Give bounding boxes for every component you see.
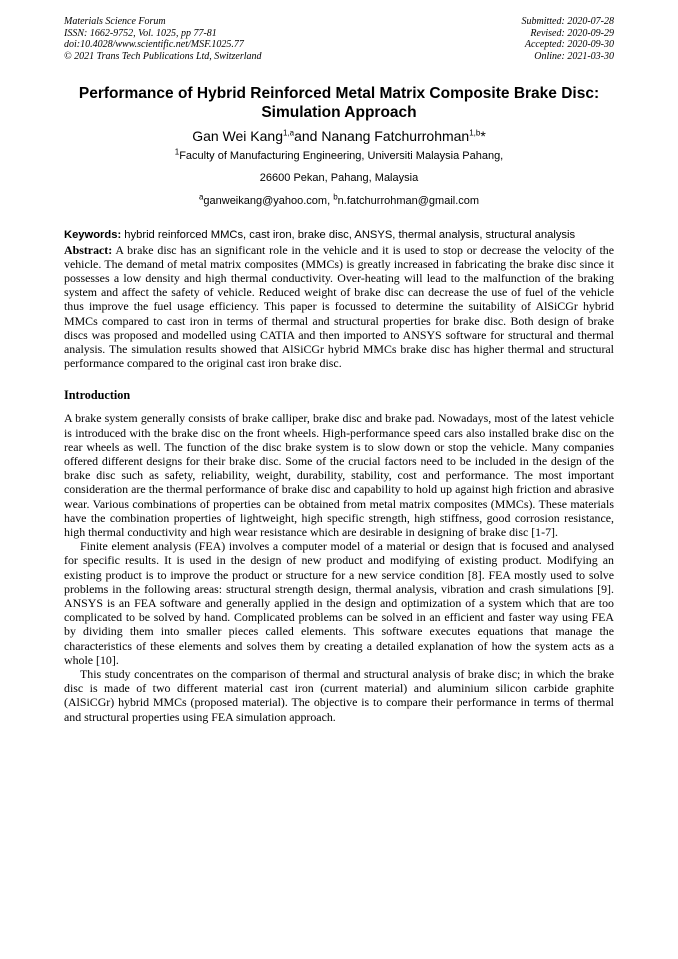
intro-paragraph-1: A brake system generally consists of brake calliper, brake disc and brake pad. Nowadays, most of the latest vehicle is introduced with the brake disc on the front wheels. High-performance speed cars also installed brake disc on the rear wheels as well. The function of the disc brake system is to slow down or stop the vehicle. Many companies offered different designs for their brake disc. Some of the crucial factors need to be included in the design of the brake disc such as safety, reliability, weight, durability, stability, cost and performance. The most important consideration are the thermal performance of brake disc and capability to hold up against high friction and abrasive wear. Various combinations of properties can be obtained from metal matrix composites (MMCs). These materials have the combination properties of lightweight, high specific strength, high stiffness, good corrosion resistance, high thermal conductivity and high wear resistance which are desirable in designing of brake disc [1-7]. — [64, 411, 614, 539]
title-line-1: Performance of Hybrid Reinforced Metal Matrix Composite Brake Disc: — [78, 85, 600, 102]
author-2-affiliation: 1,b — [469, 128, 481, 138]
author-list — [64, 127, 614, 145]
journal-info — [64, 16, 262, 62]
journal-header — [64, 16, 614, 62]
email-b: n.fatchurrohman@gmail.com — [337, 195, 480, 207]
affiliation-number: 1 — [174, 147, 180, 157]
submission-dates — [522, 16, 615, 62]
abstract-label: Abstract: — [64, 242, 113, 257]
email-a: ganweikang@yahoo.com, — [203, 195, 334, 207]
abstract-text: A brake disc has an significant role in the vehicle and it is used to stop or decrease the velocity of the vehicle. The demand of metal matrix composites (MMCs) is greatly increased in fabricating the brake disc since it possesses a low density and high thermal conductivity. Over-heating will lead to the malfunction of the braking system and affect the safety of vehicle. Reduced weight of brake disc can decrease the use of fuel of the vehicle thus improve the fuel usage efficiency. This paper is focussed to determine the suitability of AlSiCGr hybrid MMCs compared to cast iron in terms of thermal and structural properties for brake disc. Both design of brake discs was proposed and modelled using CATIA and then imported to ANSYS software for structural and thermal analysis. The simulation results showed that AlSiCGr hybrid MMCs brake disc has higher thermal and structural performance compared to the original cast iron brake disc. — [64, 242, 614, 371]
journal-name: Materials Science Forum — [64, 16, 166, 27]
paper-page — [64, 16, 614, 724]
section-heading-introduction: Introduction — [64, 388, 131, 403]
email-a-mark: a — [198, 192, 204, 202]
paper-title — [64, 84, 614, 122]
title-line-2: Simulation Approach — [261, 104, 417, 121]
journal-issn: ISSN: 1662-9752, Vol. 1025, pp 77-81 — [64, 27, 217, 39]
affiliation-line-1 — [64, 147, 614, 163]
date-revised: Revised: 2020-09-29 — [530, 27, 614, 39]
journal-doi: doi:10.4028/www.scientific.net/MSF.1025.77 — [64, 39, 244, 50]
date-online: Online: 2021-03-30 — [534, 50, 614, 62]
author-1: Gan Wei Kang — [192, 128, 283, 144]
keywords-text: hybrid reinforced MMCs, cast iron, brake disc, ANSYS, thermal analysis, structural analysis — [121, 229, 576, 241]
intro-paragraph-3: This study concentrates on the comparison of thermal and structural analysis of brake disc; in which the brake disc is made of two different material cast iron (current material) and aluminium silicon carbide graphite (AlSiCGr) hybrid MMCs (proposed material). The objective is to compare their performance in terms of thermal and structural properties using FEA simulation approach. — [64, 666, 614, 724]
keywords-label: Keywords: — [64, 229, 122, 241]
affiliation-faculty: Faculty of Manufacturing Engineering, Universiti Malaysia Pahang, — [179, 150, 504, 162]
author-1-affiliation: 1,a — [282, 128, 295, 138]
intro-paragraph-2: Finite element analysis (FEA) involves a computer model of a material or design that is focused and analysed for specific results. It is used in the design of new product and modifying of existing product. Modifying an existing product is to improve the product or structure for a new service condition [8]. FEA mostly used to solve problems in the following areas: structural strength design, thermal analysis, vibration and crash simulations [9]. ANSYS is an FEA software and generally applied in the design and optimization of a system which that are too complicated to be solved by hand. Complicated problems can be solved in an efficient and faster way using FEA by dividing them into smaller pieces called elements. This software executes equations that manage the characteristics of these elements and solves them by creating a detailed explanation of how the system acts as a whole [10]. — [64, 539, 614, 667]
journal-copyright: © 2021 Trans Tech Publications Ltd, Switzerland — [64, 50, 262, 62]
corresponding-mark: * — [480, 128, 486, 144]
keywords — [64, 229, 614, 243]
email-b-mark: b — [333, 192, 338, 202]
author-2: and Nanang Fatchurrohman — [294, 128, 470, 144]
date-accepted: Accepted: 2020-09-30 — [524, 39, 614, 50]
author-emails — [64, 192, 614, 208]
affiliation-address: 26600 Pekan, Pahang, Malaysia — [259, 172, 419, 184]
abstract — [64, 243, 614, 371]
date-submitted: Submitted: 2020-07-28 — [521, 16, 614, 27]
